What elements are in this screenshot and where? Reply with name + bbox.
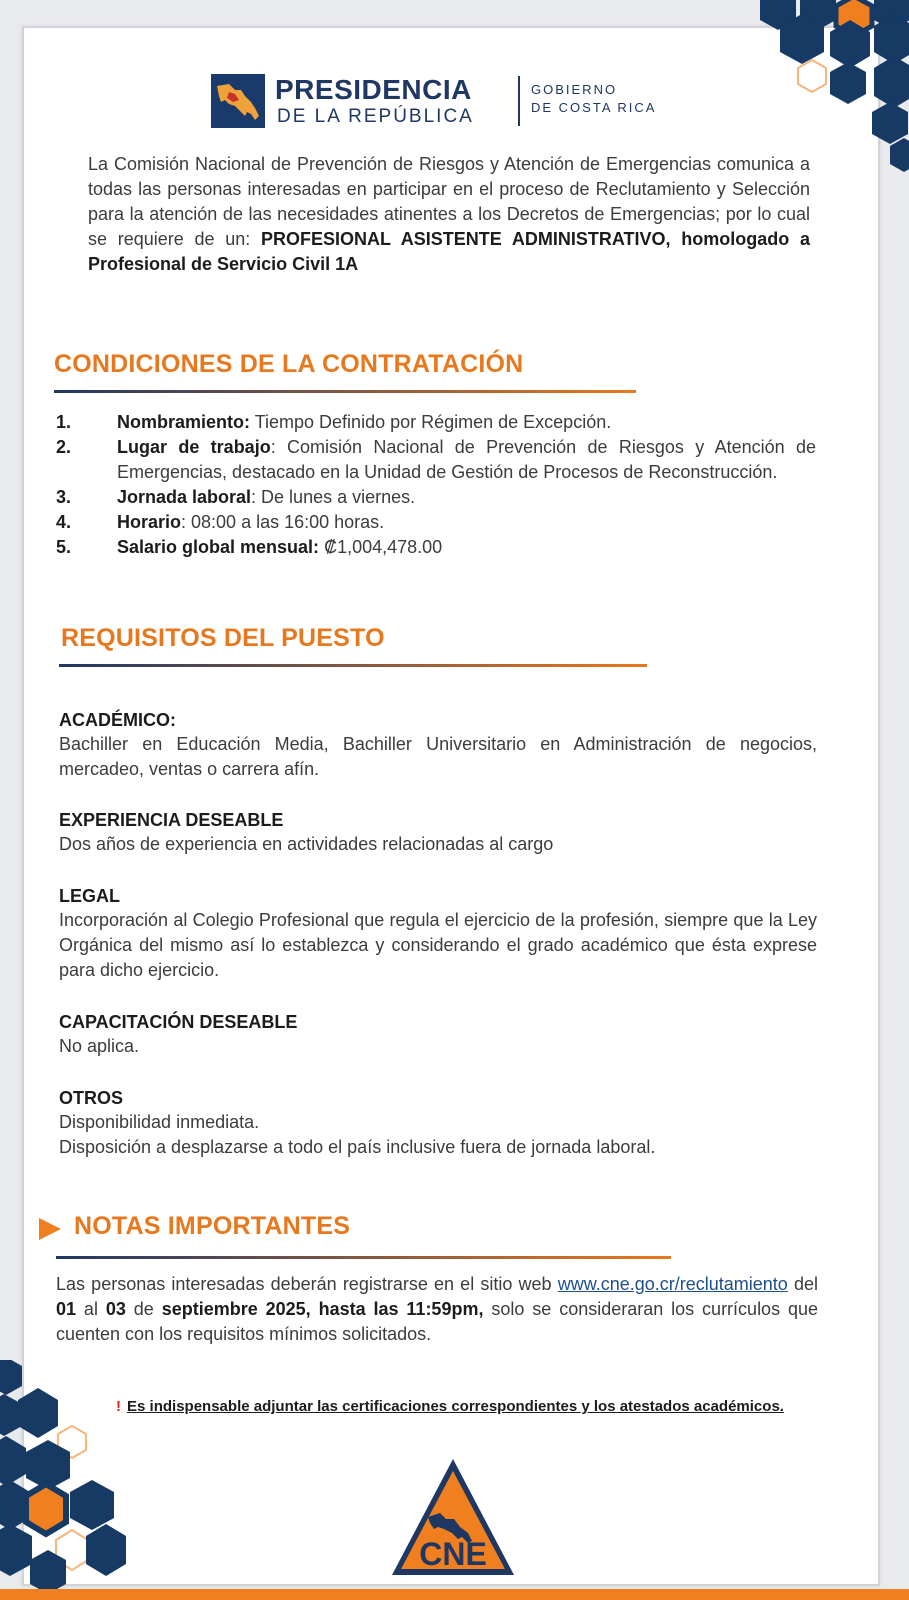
item-number: 2. (56, 437, 72, 457)
conditions-list (56, 410, 816, 560)
item-label: Lugar de trabajo (117, 437, 271, 457)
hexagon-dark (0, 1524, 32, 1576)
position-title: PROFESIONAL ASISTENTE ADMINISTRATIVO, homologado a Profesional de Servicio Civil 1A (88, 229, 810, 274)
recruitment-link[interactable]: www.cne.go.cr/reclutamiento (557, 1274, 788, 1294)
warning-text: Es indispensable adjuntar las certificaciones correspondientes y los atestados académicos. (127, 1398, 784, 1415)
list-item (56, 435, 816, 485)
notes-title-rule (56, 1256, 671, 1259)
conditions-title: CONDICIONES DE LA CONTRATACIÓN (54, 350, 524, 378)
hexagon-dark (0, 1436, 26, 1486)
requirements-title-rule (59, 664, 647, 667)
hexagon-dark (18, 1388, 58, 1438)
logo-title: PRESIDENCIA (275, 74, 472, 105)
government-label-line1: GOBIERNO (531, 82, 618, 97)
attachment-warning (100, 1397, 800, 1417)
hexagon-dark (30, 1550, 66, 1590)
intro-paragraph (88, 152, 810, 277)
hexagon-dark (890, 138, 909, 172)
hexagon-dark (70, 1480, 114, 1530)
cne-logo-text: CNE (419, 1536, 487, 1572)
intro-text: La Comisión Nacional de Prevención de Riesgos y Atención de Emergencias comunica a todas las personas interesadas en participar en el proceso de Reclutamiento y Selección para la atención de las necesidades atinentes a los Decretos de Emergencias; por lo cual se requiere de un: (88, 154, 810, 249)
hexagon-outline (798, 60, 826, 92)
logo-divider (518, 76, 520, 126)
item-text: : 08:00 a las 16:00 horas. (181, 512, 385, 532)
conditions-title-rule (54, 390, 636, 393)
date-from: 01 (56, 1299, 77, 1319)
notes-text-1: Las personas interesadas deberán registrarse en el sitio web (56, 1274, 558, 1294)
hexagon-dark (86, 1524, 126, 1576)
others-line-1: Disponibilidad inmediata. (59, 1112, 260, 1132)
item-text: ₡1,004,478.00 (319, 537, 443, 557)
others-heading: OTROS (59, 1088, 124, 1108)
item-label: Jornada laboral (117, 487, 252, 507)
training-text: No aplica. (59, 1036, 140, 1056)
others-line-2: Disposición a desplazarse a todo el país inclusive fuera de jornada laboral. (59, 1137, 656, 1157)
notes-text-3: al (76, 1299, 106, 1319)
item-label: Horario (117, 512, 182, 532)
requirements-title: REQUISITOS DEL PUESTO (61, 624, 385, 652)
costa-rica-map-icon (211, 74, 265, 128)
notes-text-2: del (787, 1274, 818, 1294)
item-number: 1. (56, 412, 72, 432)
item-label: Salario global mensual: (117, 537, 320, 557)
experience-text: Dos años de experiencia en actividades relacionadas al cargo (59, 834, 554, 854)
hexagon-dark (830, 62, 866, 104)
logo-subtitle: DE LA REPÚBLICA (277, 106, 474, 127)
government-label-line2: DE COSTA RICA (531, 100, 657, 115)
hexagon-dark (0, 1360, 22, 1395)
academic-text: Bachiller en Educación Media, Bachiller Universitario en Administración de negocios, mercadeo, ventas o carrera afín. (59, 734, 817, 779)
notes-paragraph (56, 1272, 818, 1347)
item-text: : De lunes a viernes. (251, 487, 416, 507)
item-text: Tiempo Definido por Régimen de Excepción. (250, 412, 612, 432)
notes-text-4: de (125, 1299, 162, 1319)
academic-block (59, 708, 817, 782)
date-to: 03 (105, 1299, 126, 1319)
hexagon-orange (26, 1484, 66, 1534)
list-item (56, 510, 816, 535)
legal-text: Incorporación al Colegio Profesional que regula el ejercicio de la profesión, siempre que la Ley Orgánica del mismo así lo establezca y considerando el grado académico que ésta exprese para dicho ejercicio. (59, 910, 817, 980)
hexagon-pattern-bottom-left (0, 1360, 140, 1590)
legal-block (59, 884, 817, 983)
hexagon-dark (874, 56, 909, 108)
play-arrow-icon (39, 1218, 61, 1240)
training-heading: CAPACITACIÓN DESEABLE (59, 1012, 298, 1032)
experience-block (59, 808, 817, 857)
legal-heading: LEGAL (59, 886, 120, 906)
item-number: 3. (56, 487, 72, 507)
academic-heading: ACADÉMICO: (59, 710, 176, 730)
experience-heading: EXPERIENCIA DESEABLE (59, 810, 284, 830)
cne-logo (388, 1455, 518, 1579)
notes-text-5: solo se consideraran los currículos que cuenten con los requisitos mínimos solicitados. (56, 1299, 819, 1344)
deadline: septiembre 2025, hasta las 11:59pm, (161, 1299, 484, 1319)
list-item (56, 485, 816, 510)
others-block (59, 1086, 817, 1160)
list-item (56, 535, 816, 560)
training-block (59, 1010, 817, 1059)
item-number: 4. (56, 512, 72, 532)
exclamation-icon: ! (116, 1398, 122, 1415)
item-text: : Comisión Nacional de Prevención de Riesgos y Atención de Emergencias, destacado en la Unidad de Gestión de Procesos de Reconstrucción. (117, 437, 816, 482)
notes-title: NOTAS IMPORTANTES (74, 1212, 351, 1240)
costa-rica-map-emblem (211, 74, 265, 128)
item-label: Nombramiento: (117, 412, 251, 432)
item-number: 5. (56, 537, 72, 557)
hexagon-dark (872, 102, 908, 144)
list-item (56, 410, 816, 435)
bottom-accent-bar (0, 1589, 909, 1600)
presidencia-logo (211, 74, 671, 128)
